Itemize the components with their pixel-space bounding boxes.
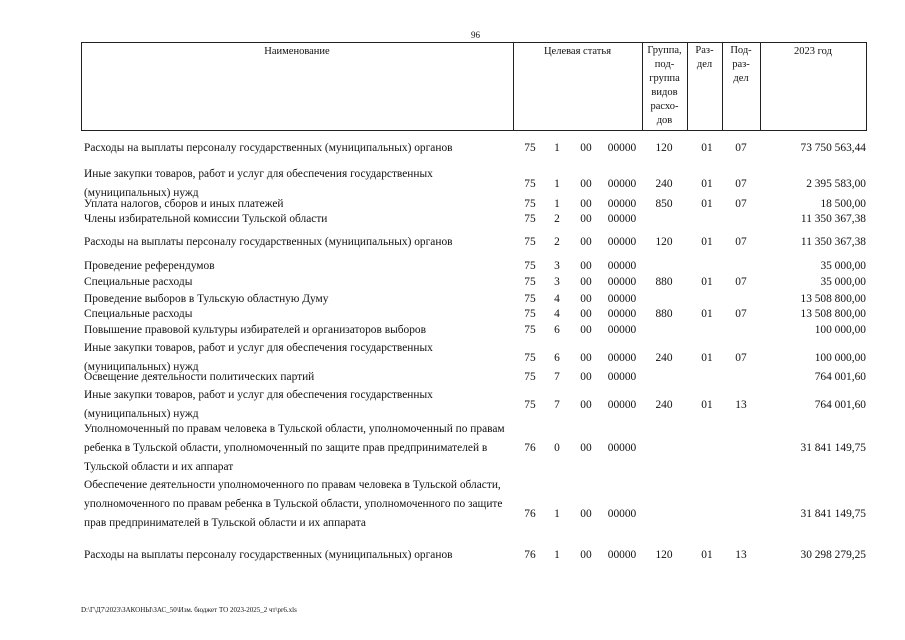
target-article-part4: 00000 bbox=[607, 213, 637, 225]
target-article-part3: 00 bbox=[580, 371, 592, 383]
target-article-part1: 75 bbox=[524, 178, 536, 190]
target-article-part2: 1 bbox=[554, 508, 560, 520]
target-article-part1: 75 bbox=[524, 371, 536, 383]
target-article-part2: 2 bbox=[554, 213, 560, 225]
row-name: Расходы на выплаты персоналу государственных (муниципальных) органов bbox=[84, 236, 453, 248]
target-article-part4: 00000 bbox=[607, 508, 637, 520]
target-article-part4: 00000 bbox=[607, 324, 637, 336]
amount-2023: 764 001,60 bbox=[814, 399, 866, 411]
row-name: Иные закупки товаров, работ и услуг для обеспечения государственных (муниципальных) нужд bbox=[84, 168, 433, 199]
target-article-part4: 00000 bbox=[607, 293, 637, 305]
row-name: Уполномоченный по правам человека в Тульской области, уполномоченный по правам ребенка в Тульской области, уполномоченный по защите прав предпринимателей в Тульской области и их аппарат bbox=[84, 423, 505, 473]
expense-group: 880 bbox=[655, 308, 673, 320]
target-article-part4: 00000 bbox=[607, 399, 637, 411]
amount-2023: 2 395 583,00 bbox=[806, 178, 866, 190]
amount-2023: 31 841 149,75 bbox=[800, 508, 866, 520]
target-article-part2: 3 bbox=[554, 276, 560, 288]
target-article-part2: 1 bbox=[554, 142, 560, 154]
target-article-part4: 00000 bbox=[607, 236, 637, 248]
subsection-code: 07 bbox=[735, 198, 747, 210]
target-article-part3: 00 bbox=[580, 260, 592, 272]
target-article-part1: 75 bbox=[524, 276, 536, 288]
header-target-article: Целевая статья bbox=[543, 46, 612, 57]
target-article-part2: 2 bbox=[554, 236, 560, 248]
target-article-part3: 00 bbox=[580, 142, 592, 154]
table-row bbox=[84, 546, 870, 565]
amount-2023: 100 000,00 bbox=[814, 352, 866, 364]
target-article-part4: 00000 bbox=[607, 276, 637, 288]
table-row bbox=[84, 476, 870, 552]
target-article-part1: 75 bbox=[524, 236, 536, 248]
row-name: Иные закупки товаров, работ и услуг для обеспечения государственных (муниципальных) нужд bbox=[84, 389, 433, 420]
section-code: 01 bbox=[701, 178, 713, 190]
header-group-line: расхо- bbox=[650, 101, 679, 112]
target-article-part2: 1 bbox=[554, 178, 560, 190]
section-code: 01 bbox=[701, 308, 713, 320]
header-year-2023: 2023 год bbox=[794, 46, 832, 57]
header-section bbox=[687, 44, 722, 72]
target-article-part4: 00000 bbox=[607, 198, 637, 210]
target-article-part1: 75 bbox=[524, 198, 536, 210]
target-article-part3: 00 bbox=[580, 324, 592, 336]
target-article-part1: 75 bbox=[524, 399, 536, 411]
target-article-part3: 00 bbox=[580, 236, 592, 248]
header-subsection-line: Под- bbox=[730, 45, 752, 56]
row-name: Проведение выборов в Тульскую областную Думу bbox=[84, 293, 329, 305]
target-article-part4: 00000 bbox=[607, 308, 637, 320]
expense-group: 120 bbox=[655, 142, 673, 154]
page-number: 96 bbox=[471, 30, 480, 40]
row-name: Члены избирательной комиссии Тульской области bbox=[84, 213, 328, 225]
header-group-line: под- bbox=[654, 59, 675, 70]
target-article-part2: 1 bbox=[554, 198, 560, 210]
expense-group: 120 bbox=[655, 236, 673, 248]
section-code: 01 bbox=[701, 399, 713, 411]
target-article-part2: 1 bbox=[554, 549, 560, 561]
table-row bbox=[84, 139, 870, 158]
header-group-line: группа bbox=[649, 73, 680, 84]
header-expense-group bbox=[642, 44, 687, 128]
subsection-code: 13 bbox=[735, 549, 747, 561]
amount-2023: 100 000,00 bbox=[814, 324, 866, 336]
subsection-code: 13 bbox=[735, 399, 747, 411]
section-code: 01 bbox=[701, 236, 713, 248]
header-section-line: дел bbox=[696, 59, 713, 70]
target-article-part2: 6 bbox=[554, 324, 560, 336]
subsection-code: 07 bbox=[735, 236, 747, 248]
target-article-part4: 00000 bbox=[607, 371, 637, 383]
row-name: Уплата налогов, сборов и иных платежей bbox=[84, 198, 284, 210]
row-name: Повышение правовой культуры избирателей и организаторов выборов bbox=[84, 324, 426, 336]
target-article-part3: 00 bbox=[580, 276, 592, 288]
target-article-part4: 00000 bbox=[607, 178, 637, 190]
expense-group: 240 bbox=[655, 352, 673, 364]
amount-2023: 35 000,00 bbox=[820, 260, 866, 272]
target-article-part1: 76 bbox=[524, 508, 536, 520]
table-row bbox=[84, 386, 870, 424]
target-article-part3: 00 bbox=[580, 213, 592, 225]
target-article-part1: 75 bbox=[524, 308, 536, 320]
amount-2023: 13 508 800,00 bbox=[800, 308, 866, 320]
target-article-part4: 00000 bbox=[607, 442, 637, 454]
section-code: 01 bbox=[701, 198, 713, 210]
target-article-part1: 75 bbox=[524, 260, 536, 272]
target-article-part4: 00000 bbox=[607, 549, 637, 561]
expense-group: 240 bbox=[655, 399, 673, 411]
target-article-part3: 00 bbox=[580, 442, 592, 454]
section-code: 01 bbox=[701, 549, 713, 561]
header-subsection-line: дел bbox=[733, 73, 749, 84]
target-article-part1: 75 bbox=[524, 324, 536, 336]
target-article-part3: 00 bbox=[580, 178, 592, 190]
row-name: Иные закупки товаров, работ и услуг для обеспечения государственных (муниципальных) нужд bbox=[84, 342, 433, 373]
expense-group: 240 bbox=[655, 178, 673, 190]
target-article-part3: 00 bbox=[580, 198, 592, 210]
target-article-part3: 00 bbox=[580, 293, 592, 305]
target-article-part1: 75 bbox=[524, 352, 536, 364]
target-article-part1: 75 bbox=[524, 213, 536, 225]
row-name: Расходы на выплаты персоналу государственных (муниципальных) органов bbox=[84, 142, 453, 154]
target-article-part3: 00 bbox=[580, 399, 592, 411]
table-header bbox=[81, 42, 866, 130]
expense-group: 120 bbox=[655, 549, 673, 561]
expense-group: 850 bbox=[655, 198, 673, 210]
amount-2023: 764 001,60 bbox=[814, 371, 866, 383]
target-article-part3: 00 bbox=[580, 308, 592, 320]
row-name: Освещение деятельности политических партий bbox=[84, 371, 315, 383]
target-article-part1: 76 bbox=[524, 442, 536, 454]
amount-2023: 18 500,00 bbox=[820, 198, 866, 210]
table-row bbox=[84, 233, 870, 252]
target-article-part4: 00000 bbox=[607, 260, 637, 272]
amount-2023: 13 508 800,00 bbox=[800, 293, 866, 305]
expense-group: 880 bbox=[655, 276, 673, 288]
table-row bbox=[84, 321, 870, 340]
header-group-line: Группа, bbox=[647, 45, 682, 56]
section-code: 01 bbox=[701, 142, 713, 154]
subsection-code: 07 bbox=[735, 352, 747, 364]
row-name: Специальные расходы bbox=[84, 308, 193, 320]
target-article-part3: 00 bbox=[580, 508, 592, 520]
amount-2023: 31 841 149,75 bbox=[800, 442, 866, 454]
target-article-part1: 76 bbox=[524, 549, 536, 561]
amount-2023: 73 750 563,44 bbox=[800, 142, 866, 154]
table-row bbox=[84, 368, 870, 387]
subsection-code: 07 bbox=[735, 142, 747, 154]
amount-2023: 11 350 367,38 bbox=[800, 213, 866, 225]
target-article-part3: 00 bbox=[580, 352, 592, 364]
row-name: Проведение референдумов bbox=[84, 260, 215, 272]
target-article-part2: 3 bbox=[554, 260, 560, 272]
amount-2023: 35 000,00 bbox=[820, 276, 866, 288]
header-group-line: дов bbox=[656, 115, 673, 126]
row-name: Обеспечение деятельности уполномоченного по правам человека в Тульской области, уполномоченного по правам ребенка в Тульской области, уполномоченного по защите прав предпринимателей в Тульской области и их аппарата bbox=[84, 479, 503, 529]
amount-2023: 30 298 279,25 bbox=[800, 549, 866, 561]
section-code: 01 bbox=[701, 352, 713, 364]
header-group-line: видов bbox=[651, 87, 678, 98]
subsection-code: 07 bbox=[735, 276, 747, 288]
subsection-code: 07 bbox=[735, 308, 747, 320]
target-article-part2: 6 bbox=[554, 352, 560, 364]
target-article-part2: 0 bbox=[554, 442, 560, 454]
table-row bbox=[84, 420, 870, 477]
section-code: 01 bbox=[701, 276, 713, 288]
header-name: Наименование bbox=[264, 46, 330, 57]
amount-2023: 11 350 367,38 bbox=[800, 236, 866, 248]
target-article-part1: 75 bbox=[524, 293, 536, 305]
row-name: Расходы на выплаты персоналу государственных (муниципальных) органов bbox=[84, 549, 453, 561]
target-article-part4: 00000 bbox=[607, 142, 637, 154]
header-subsection-line: раз- bbox=[732, 59, 750, 70]
table-row bbox=[84, 210, 870, 229]
target-article-part4: 00000 bbox=[607, 352, 637, 364]
footer-file-path: D:\Г\Д7\2023\ЗАКОНЫ\ЗАС_50\Изм. бюджет ТО 2023-2025_2 чт\pr6.xls bbox=[81, 606, 297, 614]
target-article-part1: 75 bbox=[524, 142, 536, 154]
subsection-code: 07 bbox=[735, 178, 747, 190]
header-section-line: Раз- bbox=[695, 45, 714, 56]
target-article-part2: 4 bbox=[554, 293, 560, 305]
target-article-part2: 4 bbox=[554, 308, 560, 320]
target-article-part2: 7 bbox=[554, 399, 560, 411]
target-article-part3: 00 bbox=[580, 549, 592, 561]
target-article-part2: 7 bbox=[554, 371, 560, 383]
header-subsection bbox=[722, 44, 760, 86]
row-name: Специальные расходы bbox=[84, 276, 193, 288]
